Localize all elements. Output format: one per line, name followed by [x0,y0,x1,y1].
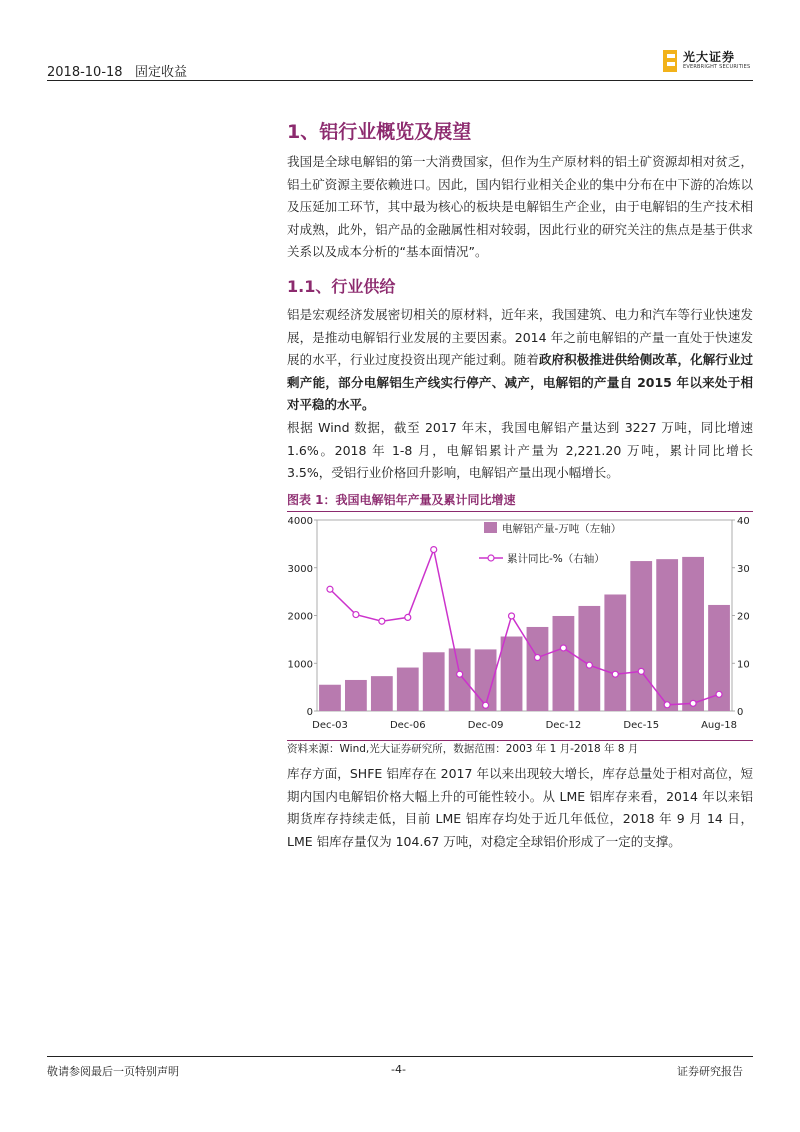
x-axis-tick-Dec-12: Dec-12 [545,720,582,731]
bar-Dec-05 [371,676,393,711]
bar-Dec-03 [319,685,341,711]
report-header [47,61,187,80]
left-axis-tick: 3000 [287,563,313,575]
footer-disclaimer: 敬请参阅最后一页特别声明 [47,1065,179,1078]
yoy-point-Dec-06 [405,614,411,620]
yoy-point-Dec-09 [483,702,489,708]
supply-paragraph [287,304,753,417]
footer-doc-type: 证券研究报告 [677,1065,743,1078]
left-axis-tick: 1000 [287,659,313,671]
production-chart [287,512,753,740]
section-heading: 1、铝行业概览及展望 [287,121,472,143]
bar-Dec-10 [501,637,523,711]
yoy-point-Dec-16 [664,702,670,708]
yoy-point-Dec-10 [509,613,515,619]
legend-line-label: 累计同比-%（右轴） [507,553,605,565]
legend-bar-swatch [484,522,497,533]
report-category: 固定收益 [134,65,187,80]
yoy-point-Dec-05 [379,618,385,624]
right-axis-tick: 20 [737,611,750,623]
figure-source: 资料来源：Wind,光大证券研究所，数据范围：2003 年 1 月-2018 年 8 月 [287,743,639,755]
bar-Dec-11 [527,627,549,711]
bar-Dec-04 [345,680,367,711]
x-axis-tick-Aug-18: Aug-18 [701,720,737,731]
logo-name-cn: 光大证券 [683,50,736,64]
report-date: 2018-10-18 [47,65,123,80]
bar-Dec-07 [423,652,445,711]
figure-title: 图表 1：我国电解铝年产量及累计同比增速 [287,493,516,507]
yoy-point-Dec-13 [586,662,592,668]
yoy-point-Dec-04 [353,612,359,618]
bar-Dec-16 [656,559,678,711]
bar-Dec-08 [449,648,471,711]
x-axis-tick-Dec-09: Dec-09 [467,720,504,731]
yoy-point-Dec-03 [327,586,333,592]
legend-bar-label: 电解铝产量-万吨（左轴） [502,523,622,535]
bar-Dec-17 [682,557,704,711]
x-axis-tick-Dec-03: Dec-03 [312,720,348,731]
supply-paragraph-emphasis: 政府积极推进供给侧改革，化解行业过剩产能，部分电解铝生产线实行停产、减产，电解铝的产量自 2015 年以来处于相对平稳的水平。 [287,352,753,412]
bar-Dec-13 [578,606,600,711]
yoy-point-Dec-11 [534,655,540,661]
legend-line-marker [488,555,494,561]
left-axis-tick: 0 [306,707,313,718]
output-paragraph: 根据 Wind 数据，截至 2017 年末，我国电解铝产量达到 3227 万吨，同比增速 1.6%。2018 年 1-8 月，电解铝累计产量为 2,221.20 万吨，累计同比增长 3.5%，受铝行业价格回升影响，电解铝产量出现小幅增长。 [287,420,753,480]
yoy-point-Dec-12 [560,645,566,651]
supply-paragraph-text: 铝是宏观经济发展密切相关的原材料，近年来，我国建筑、电力和汽车等行业快速发展，是推动电解铝行业发展的主要因素。2014 年之前电解铝的产量一直处于快速发展的水平，行业过度投资出现产能过剩。随着 [287,307,753,367]
left-axis-tick: 4000 [287,516,313,527]
bar-Dec-14 [604,594,626,711]
yoy-point-Dec-17 [690,700,696,706]
right-axis-tick: 0 [737,707,744,718]
right-axis-tick: 40 [737,516,750,527]
yoy-point-Dec-15 [638,668,644,674]
bar-Dec-06 [397,668,419,711]
right-axis-tick: 30 [737,563,750,575]
left-axis-tick: 2000 [287,611,313,623]
page-number: -4- [391,1063,406,1076]
subsection-heading: 1.1、行业供给 [287,277,396,296]
yoy-point-Dec-14 [612,671,618,677]
company-logo [663,50,750,72]
yoy-point-Aug-18 [716,691,722,697]
bar-Dec-12 [553,616,575,711]
header-divider [47,80,753,81]
logo-name-en: EVERBRIGHT SECURITIES [683,64,751,70]
yoy-point-Dec-07 [431,547,437,553]
bar-Dec-15 [630,561,652,711]
yoy-point-Dec-08 [457,671,463,677]
right-axis-tick: 10 [737,659,750,671]
x-axis-tick-Dec-06: Dec-06 [389,720,426,731]
intro-paragraph: 我国是全球电解铝的第一大消费国家，但作为生产原材料的铝土矿资源却相对贫乏，铝土矿资源主要依赖进口。因此，国内铝行业相关企业的集中分布在中下游的冶炼以及压延加工环节，其中最为核心的板块是电解铝生产企业，由于电解铝的生产技术相对成熟，此外，铝产品的金融属性相对较弱，因此行业的研究关注的焦点是基于供求关系以及成本分析的“基本面情况”。 [287,154,753,259]
footer-divider [47,1056,753,1057]
logo-mark-icon [663,50,677,72]
x-axis-tick-Dec-15: Dec-15 [623,720,660,731]
inventory-paragraph: 库存方面，SHFE 铝库存在 2017 年以来出现较大增长，库存总量处于相对高位，短期内国内电解铝价格大幅上升的可能性较小。从 LME 铝库存来看，2014 年以来铝期货库存持续走低，目前 LME 铝库存均处于近几年低位，2018 年 9 月 14 日，LME 铝库存量仅为 104.67 万吨，对稳定全球铝价形成了一定的支撑。 [287,766,753,849]
